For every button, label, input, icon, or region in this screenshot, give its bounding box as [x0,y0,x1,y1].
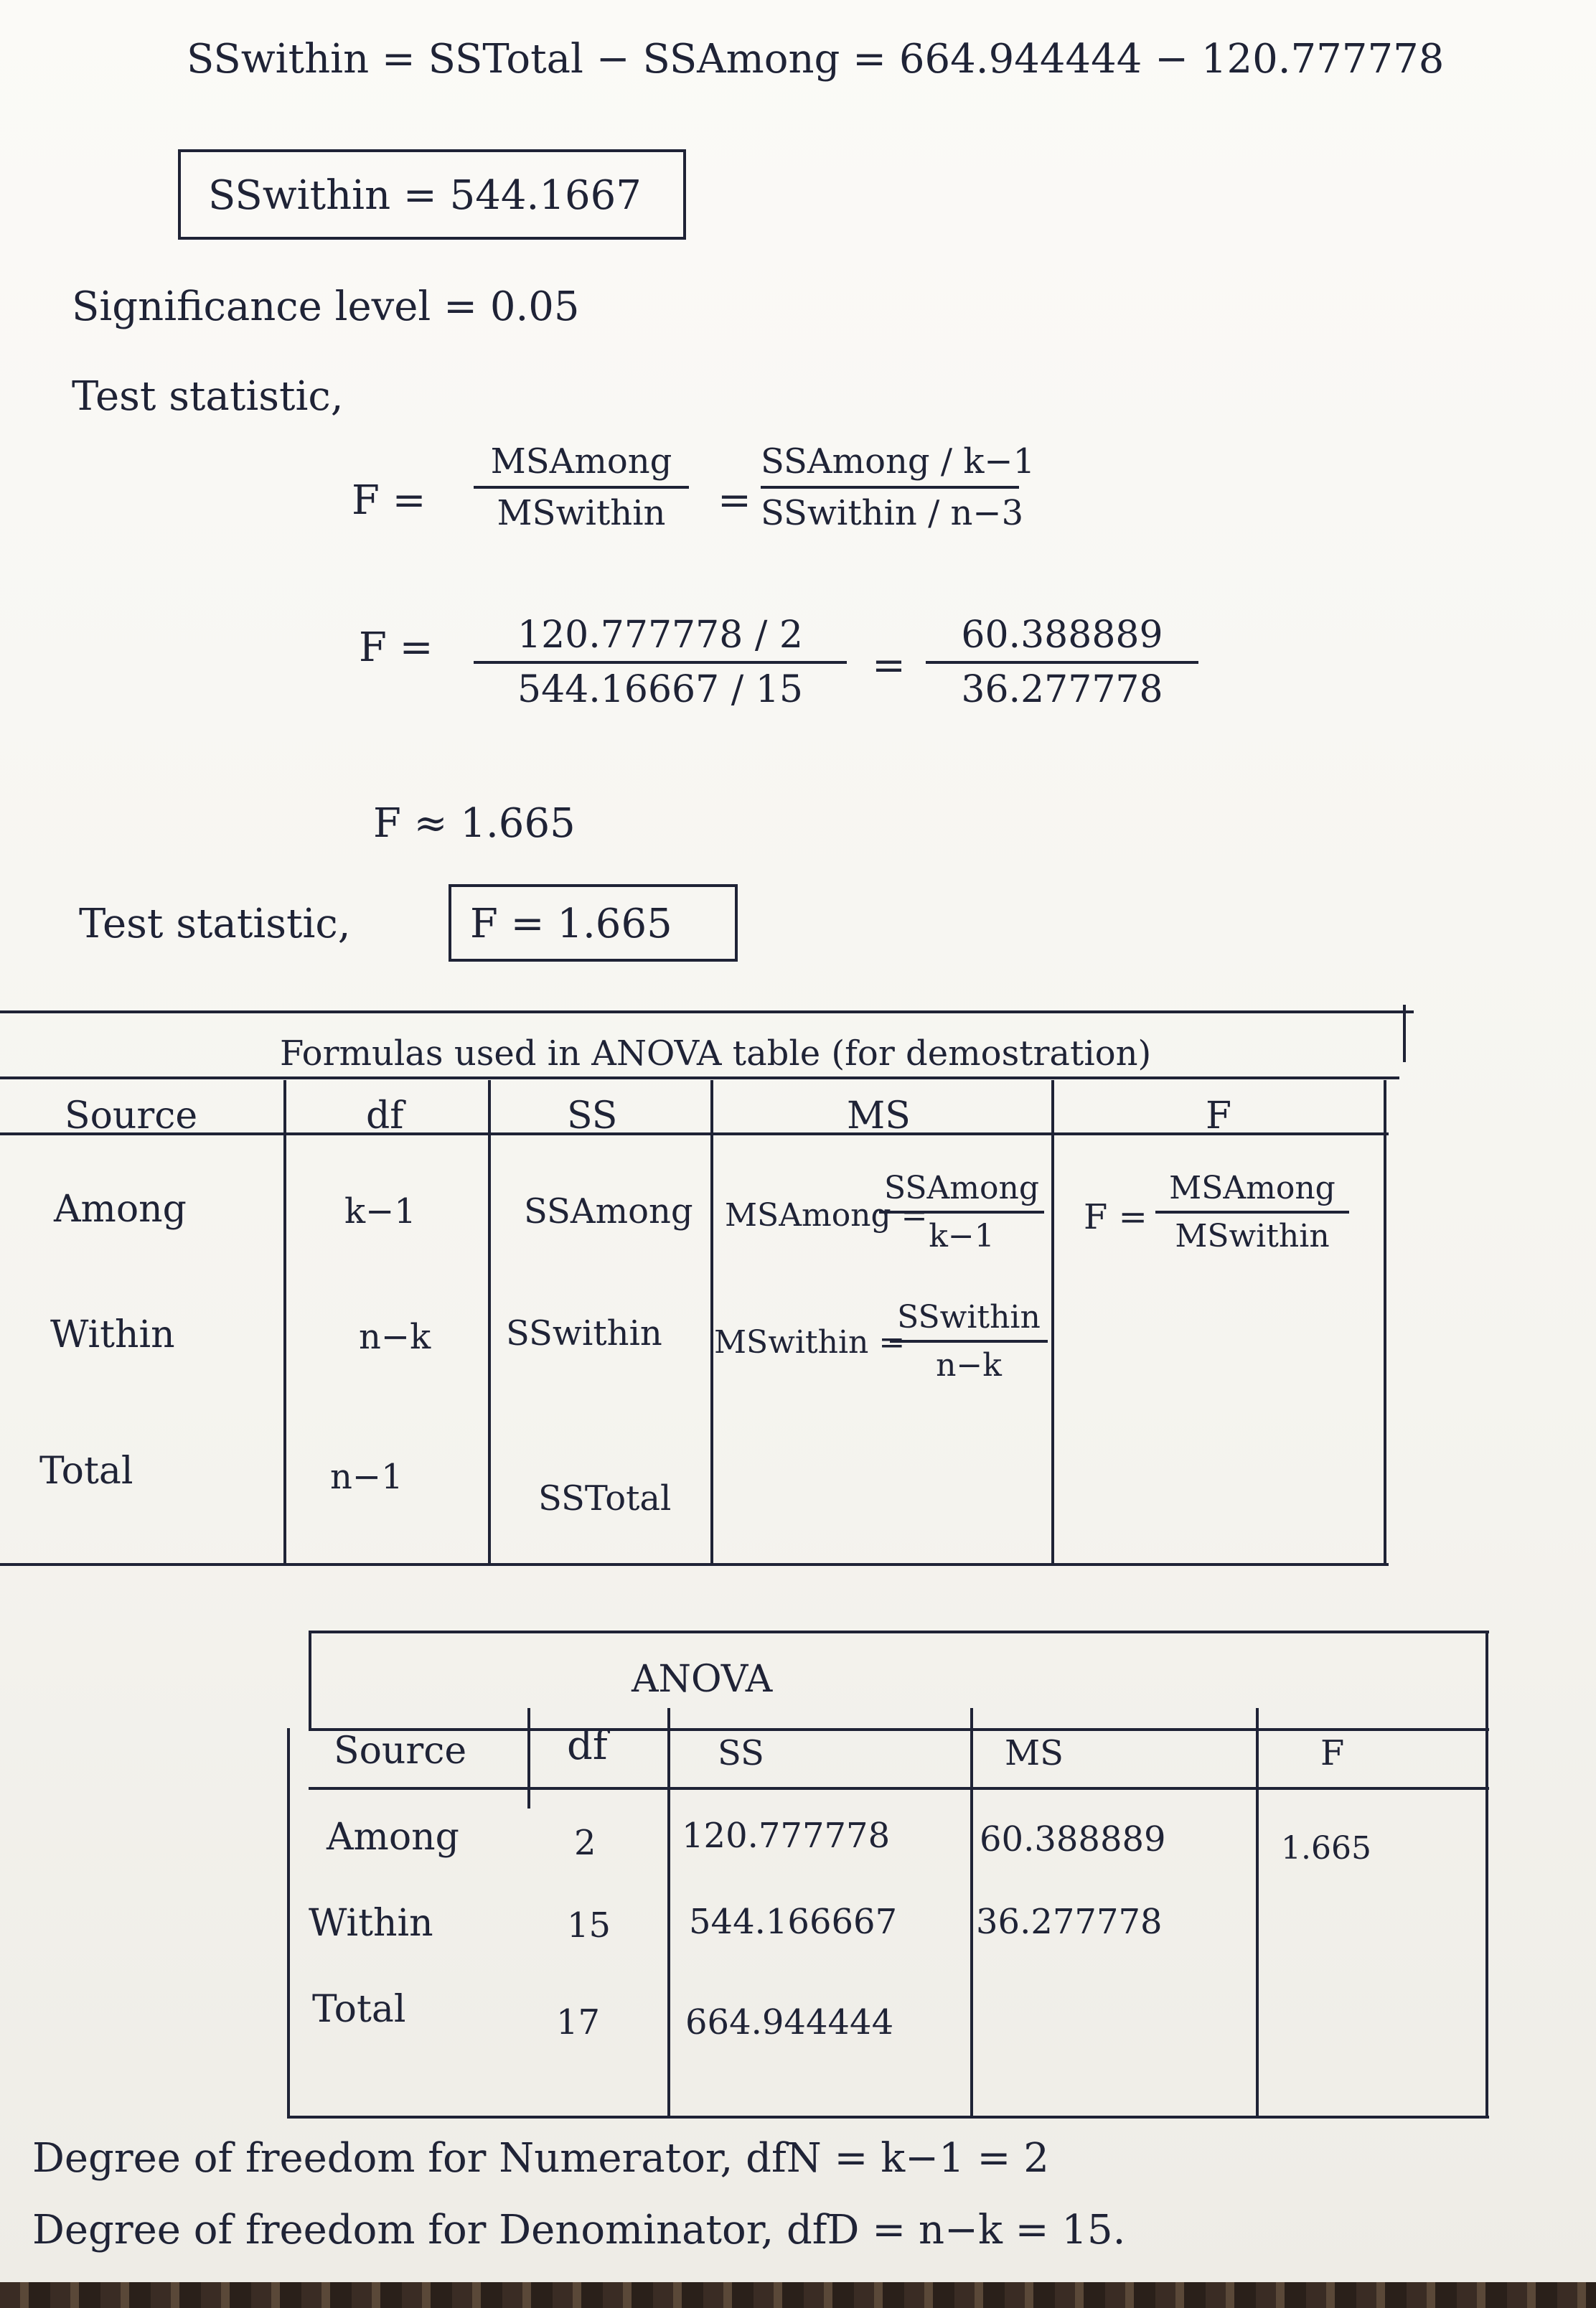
anova-left-edge-top [309,1631,311,1731]
anova-row-among-df: 2 [574,1823,596,1863]
formulas-table-caption: Formulas used in ANOVA table (for demostration) [280,1033,1152,1074]
anova-title-rule [309,1728,1489,1731]
anova-row-among-source: Among [327,1816,459,1859]
anova-header-source: Source [334,1730,467,1773]
row-among-df: k−1 [344,1191,416,1232]
photo-edge-strip [0,2282,1596,2308]
formula2-fraction-values [474,614,847,711]
anova-header-f: F [1320,1733,1345,1773]
anova-row-total-ss: 664.944444 [685,2002,894,2042]
significance-level: Significance level = 0.05 [72,283,580,330]
row-within-ms-fraction [890,1299,1048,1384]
anova-title: ANOVA [632,1658,773,1701]
formula1-fraction-ss [761,441,1036,533]
formula2-den1: 544.16667 / 15 [517,668,803,711]
formula1-lhs: F = [352,477,426,524]
anova-bottom-rule [287,2116,1489,2119]
anova-column-divider [1256,1708,1259,2117]
df-denominator: Degree of freedom for Denominator, dfD = n−k = 15. [32,2207,1126,2253]
anova-column-divider [667,1708,670,2117]
fraction-bar [890,1340,1048,1343]
row-total-df: n−1 [330,1457,403,1497]
formula1-den1: MSwithin [497,493,666,533]
anova-row-within-ms: 36.277778 [976,1902,1163,1942]
formula1-num2: SSAmong / k−1 [761,441,1036,482]
fraction-bar [474,486,689,489]
formula2-lhs: F = [359,624,433,671]
row-among-f-lhs: F = [1084,1197,1147,1237]
row-within-ss: SSwithin [506,1313,662,1354]
formula1-fraction-ms [474,441,689,533]
fraction-bar [1155,1211,1349,1214]
anova-row-within-source: Within [309,1902,433,1945]
fraction-bar [879,1211,1044,1214]
header-ss: SS [567,1094,618,1137]
ms-num: SSAmong [883,1170,1039,1206]
ms-den: k−1 [929,1218,995,1254]
formula2-den2: 36.277778 [961,668,1163,711]
formula1-num1: MSAmong [490,441,672,482]
formula2-equals: = [872,642,906,689]
anova-column-divider [970,1708,973,2117]
formula1-equals: = [718,477,751,524]
row-total-ss: SSTotal [538,1478,672,1519]
f-approx: F ≈ 1.665 [373,800,576,847]
row-among-source: Among [54,1188,187,1231]
anova-right-edge [1485,1631,1488,2119]
column-divider [283,1080,286,1565]
anova-row-total-source: Total [312,1988,406,2031]
anova-header-df: df [567,1722,608,1769]
caption-rule [0,1076,1399,1079]
table-top-rule [0,1010,1414,1013]
row-within-ms-lhs: MSwithin = [714,1324,906,1361]
table-bottom-rule [0,1563,1389,1566]
anova-row-within-df: 15 [567,1905,611,1946]
row-within-source: Within [50,1313,175,1356]
anova-header-ms: MS [1005,1733,1064,1773]
test-statistic-heading: Test statistic, [72,373,344,420]
row-among-ms-lhs: MSAmong = [725,1197,928,1234]
ss-within-equation: SSwithin = SSTotal − SSAmong = 664.944444 − 120.777778 [187,36,1445,83]
result-label: Test statistic, [79,901,351,947]
ms-den: n−k [936,1347,1002,1384]
column-divider [1384,1080,1386,1565]
anova-top-rule [309,1631,1489,1633]
ss-within-result: SSwithin = 544.1667 [208,172,642,219]
header-rule [0,1132,1389,1135]
f-num: MSAmong [1169,1170,1336,1206]
fraction-bar [474,661,847,664]
header-ms: MS [847,1094,911,1137]
anova-row-among-f: 1.665 [1281,1830,1371,1867]
ms-num: SSwithin [897,1299,1041,1336]
row-among-f-fraction [1155,1170,1349,1254]
anova-row-among-ms: 60.388889 [980,1819,1166,1859]
row-total-source: Total [39,1450,133,1493]
header-df: df [366,1094,404,1137]
anova-header-ss: SS [718,1733,764,1773]
anova-row-among-ss: 120.777778 [682,1816,891,1856]
formula2-num1: 120.777778 / 2 [517,614,803,657]
header-source: Source [65,1094,198,1137]
column-divider [488,1080,491,1565]
f-den: MSwithin [1175,1218,1330,1254]
anova-column-divider [527,1708,530,1809]
formula1-den2: SSwithin / n−3 [761,493,1024,533]
anova-row-within-ss: 544.166667 [689,1902,898,1942]
column-divider [1051,1080,1054,1565]
anova-header-rule [309,1787,1489,1790]
df-numerator: Degree of freedom for Numerator, dfN = k−1 = 2 [32,2135,1049,2182]
formula2-num2: 60.388889 [961,614,1163,657]
table-right-edge [1403,1005,1406,1062]
column-divider [710,1080,713,1565]
fraction-bar [926,661,1198,664]
f-result: F = 1.665 [470,901,672,947]
anova-row-total-df: 17 [556,2002,601,2042]
anova-left-edge [287,1728,290,2119]
row-within-df: n−k [359,1317,431,1357]
row-among-ms-fraction [879,1170,1044,1254]
header-f: F [1206,1094,1232,1137]
formula2-fraction-ms [926,614,1198,711]
fraction-bar [761,486,1019,489]
row-among-ss: SSAmong [524,1191,693,1232]
